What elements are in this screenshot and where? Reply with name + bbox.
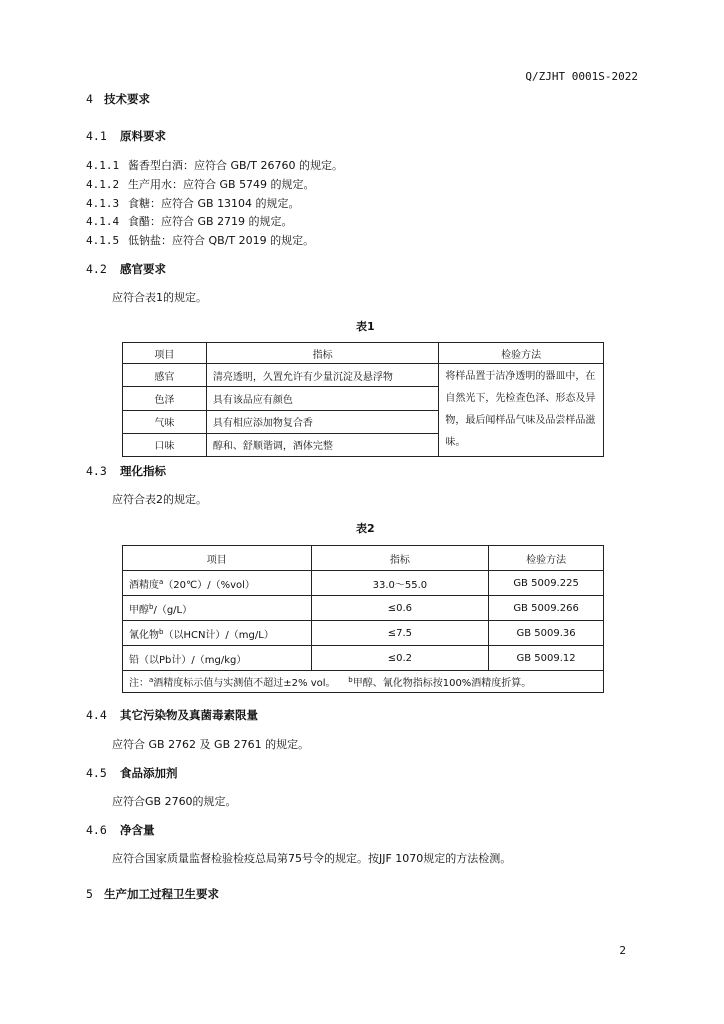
- section-5-heading: [86, 886, 219, 902]
- item-text: 生产用水：应符合 GB 5749 的规定。: [128, 178, 315, 191]
- item-unit: （20℃）/（%vol）: [163, 579, 255, 591]
- section-number: 4.3: [86, 464, 107, 478]
- column-header: 检验方法: [439, 343, 604, 364]
- table-caption: 表2: [356, 522, 375, 535]
- section-4-4-heading: [86, 707, 258, 723]
- paragraph: 应符合表2的规定。: [112, 493, 207, 506]
- footnote-mark: a: [149, 676, 154, 684]
- table-note: [123, 671, 604, 693]
- table-cell: [123, 646, 312, 671]
- table-cell: ≤0.6: [311, 596, 489, 621]
- table-cell: [123, 571, 312, 596]
- section-title: 原料要求: [120, 129, 166, 143]
- item-unit: （以HCN计）/（mg/L）: [163, 629, 274, 641]
- item-name: 氰化物: [129, 629, 159, 641]
- item-unit: /（g/L）: [153, 604, 193, 616]
- section-4-2-heading: [86, 261, 166, 277]
- list-item: [86, 176, 315, 192]
- table-cell: ≤0.2: [311, 646, 489, 671]
- page-number: 2: [619, 944, 626, 957]
- table-row: [123, 646, 604, 671]
- table-cell: 口味: [123, 433, 207, 456]
- table-row: [123, 364, 604, 387]
- section-4-3-heading: [86, 463, 166, 479]
- table-cell: [123, 621, 312, 646]
- section-title: 理化指标: [120, 464, 166, 478]
- table-cell: ≤7.5: [311, 621, 489, 646]
- section-4-6-heading: [86, 822, 155, 838]
- item-text: 食糖：应符合 GB 13104 的规定。: [128, 197, 300, 210]
- section-4-5-heading: [86, 765, 178, 781]
- table-cell: 醇和、舒顺谐调，酒体完整: [206, 433, 438, 456]
- column-header: 指标: [206, 343, 438, 364]
- section-number: 4.2: [86, 262, 107, 276]
- note-b: 甲醇、氰化物指标按100%酒精度折算。: [352, 678, 532, 689]
- method-cell: 将样品置于洁净透明的器皿中，在自然光下，先检查色泽、形态及异物，最后闻样品气味及品尝样品滋味。: [439, 364, 604, 457]
- note-prefix: 注：: [129, 678, 149, 689]
- footnote-mark: b: [159, 627, 164, 636]
- section-title: 净含量: [120, 823, 155, 837]
- section-number: 4.5: [86, 766, 107, 780]
- item-number: 4.1.2: [86, 178, 120, 191]
- item-text: 低钠盐：应符合 QB/T 2019 的规定。: [128, 234, 315, 247]
- section-title: 其它污染物及真菌毒素限量: [120, 708, 258, 722]
- table-cell: 色泽: [123, 387, 207, 410]
- list-item: [86, 213, 293, 229]
- table-cell: 清亮透明，久置允许有少量沉淀及悬浮物: [206, 364, 438, 387]
- table-cell: GB 5009.266: [489, 596, 604, 621]
- item-number: 4.1.4: [86, 215, 120, 228]
- paragraph: 应符合GB 2760的规定。: [112, 795, 237, 808]
- section-number: 4.6: [86, 823, 107, 837]
- physicochemical-table: [122, 545, 604, 693]
- footnote-mark: a: [159, 577, 164, 586]
- column-header: 检验方法: [489, 546, 604, 571]
- paragraph: 应符合国家质量监督检验检疫总局第75号令的规定。按JJF 1070规定的方法检测。: [112, 852, 512, 865]
- column-header: 项目: [123, 343, 207, 364]
- item-number: 4.1.1: [86, 159, 120, 172]
- table-header-row: [123, 343, 604, 364]
- item-text: 食醋：应符合 GB 2719 的规定。: [128, 215, 293, 228]
- section-title: 食品添加剂: [120, 766, 178, 780]
- section-title: 感官要求: [120, 262, 166, 276]
- sensory-table: [122, 342, 604, 457]
- table-row: [123, 596, 604, 621]
- table-row: [123, 621, 604, 646]
- section-4-heading: [86, 91, 150, 107]
- footnote-mark: b: [348, 676, 353, 684]
- item-name: 铅（以Pb计）/（mg/kg）: [129, 654, 247, 666]
- standard-code: Q/ZJHT 0001S-2022: [525, 70, 638, 83]
- paragraph: 应符合 GB 2762 及 GB 2761 的规定。: [112, 738, 310, 751]
- section-number: 4: [86, 92, 93, 106]
- section-title: 生产加工过程卫生要求: [104, 887, 219, 901]
- item-number: 4.1.3: [86, 197, 120, 210]
- table-cell: 感官: [123, 364, 207, 387]
- section-number: 5: [86, 887, 93, 901]
- note-a: 酒精度标示值与实测值不超过±2% vol。: [153, 678, 336, 689]
- table-cell: 具有该品应有颜色: [206, 387, 438, 410]
- table-cell: GB 5009.36: [489, 621, 604, 646]
- section-title: 技术要求: [104, 92, 150, 106]
- table-row: [123, 571, 604, 596]
- section-4-1-heading: [86, 128, 166, 144]
- item-text: 酱香型白酒：应符合 GB/T 26760 的规定。: [128, 159, 343, 172]
- table-cell: 33.0～55.0: [311, 571, 489, 596]
- table-header-row: [123, 546, 604, 571]
- table-cell: 具有相应添加物复合香: [206, 410, 438, 433]
- column-header: 指标: [311, 546, 489, 571]
- table-cell: GB 5009.12: [489, 646, 604, 671]
- section-number: 4.1: [86, 129, 107, 143]
- item-name: 甲醇: [129, 604, 149, 616]
- list-item: [86, 157, 343, 173]
- item-name: 酒精度: [129, 579, 159, 591]
- list-item: [86, 232, 314, 248]
- table-cell: [123, 596, 312, 621]
- table-caption: 表1: [356, 320, 375, 333]
- section-number: 4.4: [86, 708, 107, 722]
- table-cell: GB 5009.225: [489, 571, 604, 596]
- footnote-mark: b: [149, 602, 154, 611]
- list-item: [86, 195, 300, 211]
- item-number: 4.1.5: [86, 234, 120, 247]
- table-cell: 气味: [123, 410, 207, 433]
- table-note-row: [123, 671, 604, 693]
- column-header: 项目: [123, 546, 312, 571]
- paragraph: 应符合表1的规定。: [112, 291, 207, 304]
